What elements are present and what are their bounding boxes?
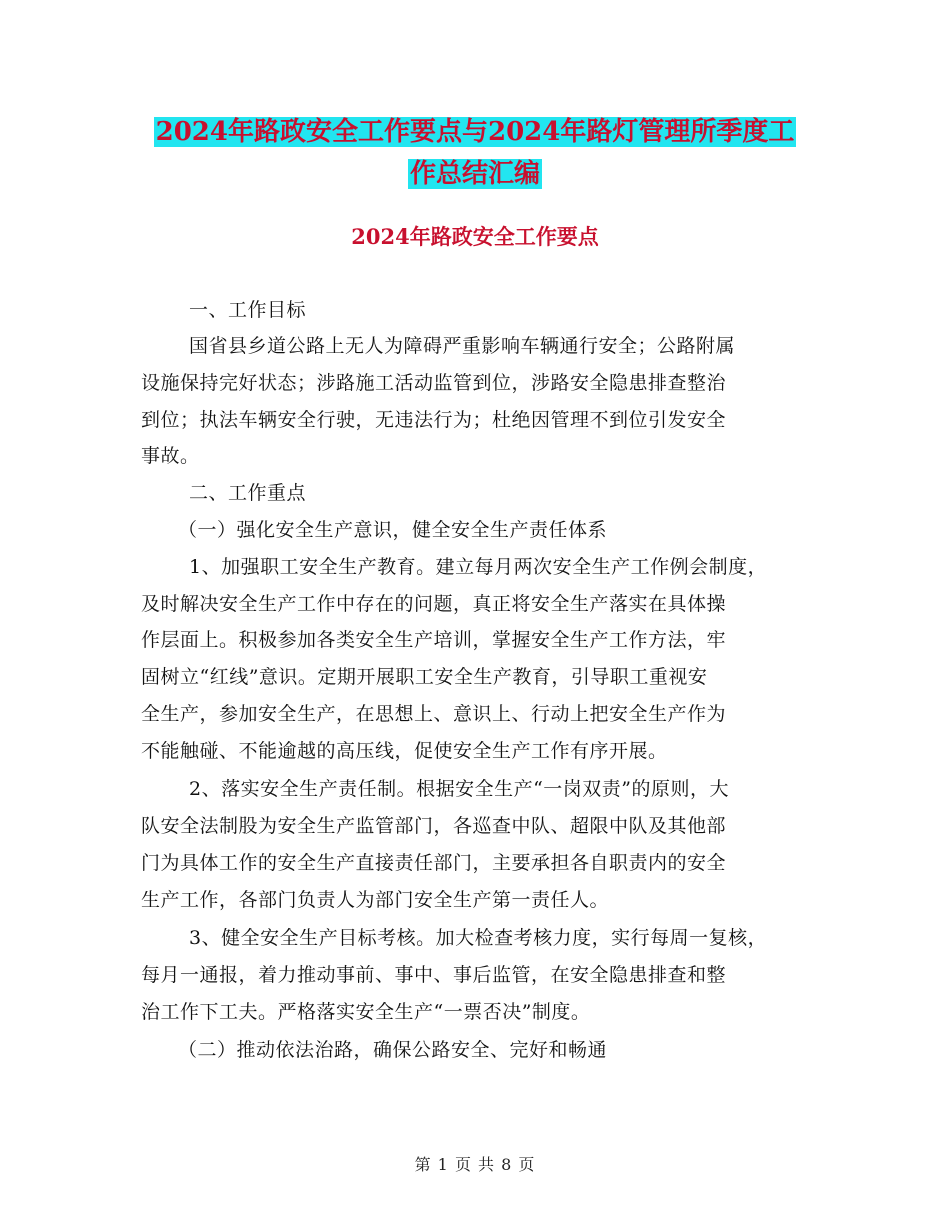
paragraph-line: 国省县乡道公路上无人为障碍严重影响车辆通行安全；公路附属 [189, 335, 736, 357]
paragraph-line: 全生产，参加安全生产，在思想上、意识上、行动上把安全生产作为 [141, 703, 727, 725]
paragraph-line: 门为具体工作的安全生产直接责任部门，主要承担各自职责内的安全 [141, 852, 727, 874]
page-footer: 第 1 页 共 8 页 [414, 1155, 536, 1174]
paragraph-line: 队安全法制股为安全生产监管部门，各巡查中队、超限中队及其他部 [141, 815, 727, 837]
paragraph-line: 不能触碰、不能逾越的高压线，促使安全生产工作有序开展。 [141, 740, 668, 762]
subheading-1: （一）强化安全生产意识，健全安全生产责任体系 [178, 519, 608, 541]
paragraph-line: 固树立“红线”意识。定期开展职工安全生产教育，引导职工重视安 [141, 666, 708, 688]
title-highlight-1: 2024年路政安全工作要点与2024年路灯管理所季度工 [155, 117, 795, 147]
paragraph-line: 3、健全安全生产目标考核。加大检查考核力度，实行每周一复核， [189, 927, 768, 949]
title-highlight-2: 作总结汇编 [409, 159, 540, 189]
paragraph-line: 生产工作，各部门负责人为部门安全生产第一责任人。 [141, 889, 610, 911]
paragraph-line: 每月一通报，着力推动事前、事中、事后监管，在安全隐患排查和整 [141, 964, 727, 986]
paragraph-line: 作层面上。积极参加各类安全生产培训，掌握安全生产工作方法，牢 [141, 629, 727, 651]
paragraph-line: 治工作下工夫。严格落实安全生产“一票否决”制度。 [141, 1001, 591, 1023]
paragraph-line: 事故。 [141, 445, 200, 467]
heading-goals: 一、工作目标 [189, 299, 307, 321]
document-title-line-2 [0, 154, 950, 194]
paragraph-line: 2、落实安全生产责任制。根据安全生产“一岗双责”的原则，大 [189, 778, 730, 800]
section-title: 2024年路政安全工作要点 [351, 224, 599, 249]
subheading-2: （二）推动依法治路，确保公路安全、完好和畅通 [178, 1039, 608, 1061]
paragraph-line: 1、加强职工安全生产教育。建立每月两次安全生产工作例会制度， [189, 556, 768, 578]
paragraph-line: 到位；执法车辆安全行驶，无违法行为；杜绝因管理不到位引发安全 [141, 409, 727, 431]
document-title-line-1 [0, 112, 950, 152]
paragraph-line: 及时解决安全生产工作中存在的问题，真正将安全生产落实在具体操 [141, 593, 727, 615]
heading-focus: 二、工作重点 [189, 482, 307, 504]
paragraph-line: 设施保持完好状态；涉路施工活动监管到位，涉路安全隐患排查整治 [141, 372, 727, 394]
